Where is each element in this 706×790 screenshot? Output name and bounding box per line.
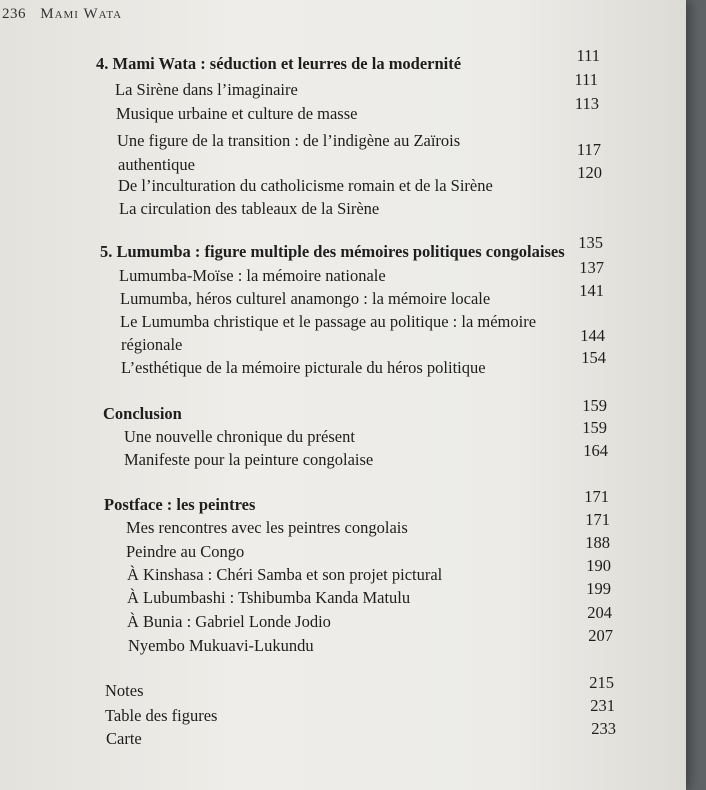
toc-page: 159 [582, 418, 607, 437]
toc-page: 117 [576, 140, 601, 159]
toc-item: La circulation des tableaux de la Sirène [119, 199, 380, 218]
toc-figures: Table des figures [105, 706, 218, 725]
toc-page: 144 [580, 326, 605, 345]
running-head [2, 6, 122, 23]
toc-page-ch5: 135 [578, 233, 603, 252]
toc-heading-conclusion: Conclusion [103, 404, 182, 423]
toc-page: 188 [585, 533, 610, 552]
toc-page: 171 [585, 510, 610, 529]
toc-page-ch4: 111 [576, 46, 600, 65]
toc-page-conclusion: 159 [582, 396, 607, 415]
toc-page: 113 [574, 94, 599, 113]
toc-item: À Bunia : Gabriel Londe Jodio [127, 612, 331, 631]
toc-item: L’esthétique de la mémoire picturale du héros politique [121, 358, 486, 377]
toc-page: 164 [583, 441, 608, 460]
toc-page: 207 [588, 626, 613, 645]
toc-page: 190 [586, 556, 611, 575]
toc-map: Carte [106, 729, 142, 748]
toc-item: Mes rencontres avec les peintres congolais [126, 518, 408, 537]
toc-item: La Sirène dans l’imaginaire [115, 80, 298, 99]
toc-item: Le Lumumba christique et le passage au politique : la mémoire [120, 312, 537, 331]
toc-item: authentique [118, 155, 195, 174]
toc-item: Manifeste pour la peinture congolaise [124, 450, 374, 469]
toc-item: Lumumba-Moïse : la mémoire nationale [119, 266, 386, 285]
toc-item: Musique urbaine et culture de masse [116, 104, 358, 123]
toc-page: 137 [579, 258, 604, 277]
toc-item: Lumumba, héros culturel anamongo : la mémoire locale [120, 289, 491, 308]
toc-item: Une figure de la transition : de l’indigène au Zaïrois [117, 131, 461, 150]
toc-item: Nyembo Mukuavi-Lukundu [128, 636, 314, 655]
toc-page: 111 [574, 70, 598, 89]
toc-page: 199 [586, 579, 611, 598]
running-title: Mami Wata [40, 6, 123, 22]
toc-heading-ch4: 4. Mami Wata : séduction et leurres de la modernité [96, 54, 462, 73]
toc-page: 154 [581, 348, 606, 367]
toc-item: De l’inculturation du catholicisme romain et de la Sirène [118, 176, 493, 195]
toc-notes: Notes [105, 681, 144, 700]
toc-heading-postface: Postface : les peintres [104, 495, 256, 514]
toc-page-map: 233 [591, 719, 616, 738]
toc-item: Une nouvelle chronique du présent [124, 427, 355, 446]
toc-page-figures: 231 [590, 696, 615, 715]
page-number: 236 [2, 6, 26, 22]
toc-page: 141 [579, 281, 604, 300]
toc-heading-ch5: 5. Lumumba : figure multiple des mémoires politiques congolaises [100, 242, 565, 261]
toc-item: À Kinshasa : Chéri Samba et son projet pictural [127, 565, 443, 584]
toc-item: Peindre au Congo [126, 542, 245, 561]
toc-page-notes: 215 [589, 673, 614, 692]
toc-item: régionale [121, 335, 183, 354]
toc-item: À Lubumbashi : Tshibumba Kanda Matulu [127, 588, 411, 607]
toc-page-postface: 171 [584, 487, 609, 506]
toc-page: 204 [587, 603, 612, 622]
toc-page: 120 [577, 163, 602, 182]
